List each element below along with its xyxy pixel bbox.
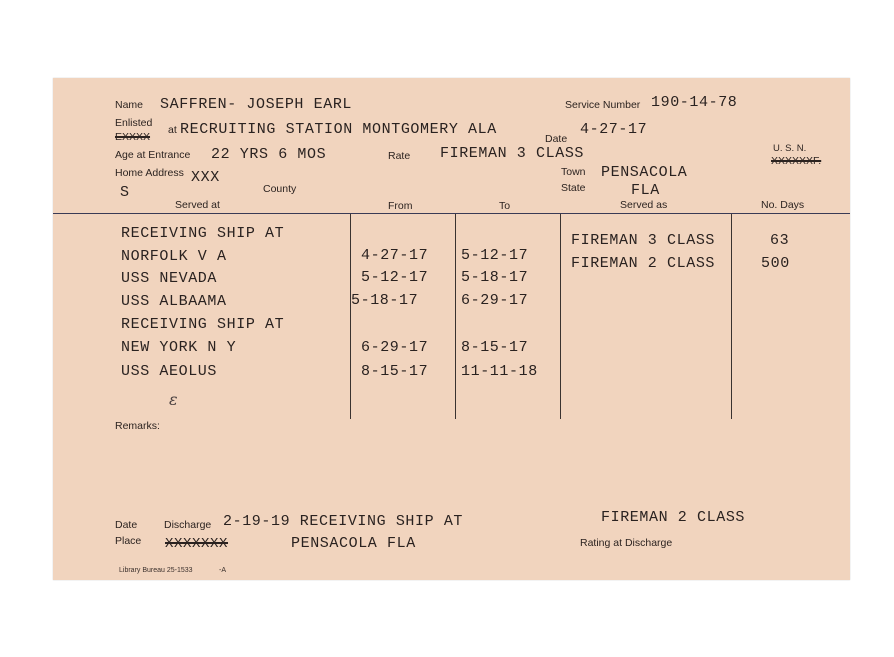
column-divider (560, 214, 561, 419)
county-label: County (263, 183, 297, 195)
state-value: FLA (631, 182, 660, 199)
to-date: 5-18-17 (461, 269, 529, 286)
from-date: 8-15-17 (361, 363, 429, 380)
date-label: Date (545, 133, 568, 145)
age-label: Age at Entrance (115, 149, 191, 161)
col-header-days: No. Days (761, 199, 805, 211)
age-value: 22 YRS 6 MOS (211, 146, 327, 163)
col-header-from: From (388, 200, 413, 212)
state-label: State (561, 182, 586, 194)
served-as-entry: FIREMAN 2 CLASS (571, 255, 716, 272)
served-at-entry: USS NEVADA (121, 270, 218, 287)
enlisted-struck-prefix: EXXXX (115, 131, 151, 143)
served-as-entry: FIREMAN 3 CLASS (571, 232, 716, 249)
usn-label: U. S. N. (773, 143, 807, 154)
served-at-entry: NEW YORK N Y (121, 339, 237, 356)
rating-at-discharge-value: FIREMAN 2 CLASS (601, 509, 746, 526)
home-address-value: XXX (191, 169, 220, 186)
date-value: 4-27-17 (580, 121, 648, 138)
to-date: 6-29-17 (461, 292, 529, 309)
rate-value: FIREMAN 3 CLASS (440, 145, 585, 162)
enlisted-value: RECRUITING STATION MONTGOMERY ALA (180, 121, 497, 138)
place-value: PENSACOLA FLA (291, 535, 416, 552)
to-date: 8-15-17 (461, 339, 529, 356)
served-at-entry: USS ALBAAMA (121, 293, 227, 310)
printer-imprint-suffix: -A (219, 567, 226, 574)
column-divider (731, 214, 732, 419)
col-header-served-as: Served as (620, 199, 668, 211)
to-date: 11-11-18 (461, 363, 538, 380)
place-label: Place (115, 535, 142, 547)
name-label: Name (115, 99, 144, 111)
col-header-served-at: Served at (175, 199, 220, 211)
service-number-value: 190-14-78 (651, 94, 738, 111)
home-address-label: Home Address (115, 167, 184, 179)
place-struck: XXXXXXX (165, 536, 229, 552)
from-date: 4-27-17 (361, 247, 429, 264)
service-record-card (53, 78, 850, 580)
served-at-entry: USS AEOLUS (121, 363, 218, 380)
to-date: 5-12-17 (461, 247, 529, 264)
enlisted-label: Enlisted (115, 117, 153, 129)
served-at-entry: NORFOLK V A (121, 248, 227, 265)
rate-label: Rate (388, 150, 411, 162)
remarks-label: Remarks: (115, 420, 160, 432)
days-count: 63 (770, 232, 790, 249)
printer-imprint: Library Bureau 25-1533 (119, 567, 193, 574)
discharge-value: 2-19-19 RECEIVING SHIP AT (223, 513, 464, 530)
served-at-entry: RECEIVING SHIP AT (121, 316, 285, 333)
footer-date-label: Date (115, 519, 138, 531)
discharge-label: Discharge (164, 519, 212, 531)
from-date: 5-12-17 (361, 269, 429, 286)
county-value: S (120, 184, 130, 201)
from-date: 5-18-17 (351, 292, 419, 309)
column-divider (350, 214, 351, 419)
days-count: 500 (761, 255, 790, 272)
name-value: SAFFREN- JOSEPH EARL (160, 96, 353, 113)
usn-struck: XXXXXXF. (771, 155, 822, 167)
town-label: Town (561, 166, 586, 178)
enlisted-at-label: at (168, 124, 177, 136)
handwritten-mark: ε (169, 390, 178, 409)
from-date: 6-29-17 (361, 339, 429, 356)
rating-at-discharge-label: Rating at Discharge (580, 537, 673, 549)
col-header-to: To (499, 200, 511, 212)
served-at-entry: RECEIVING SHIP AT (121, 225, 285, 242)
town-value: PENSACOLA (601, 164, 688, 181)
column-divider (455, 214, 456, 419)
service-number-label: Service Number (565, 99, 641, 111)
